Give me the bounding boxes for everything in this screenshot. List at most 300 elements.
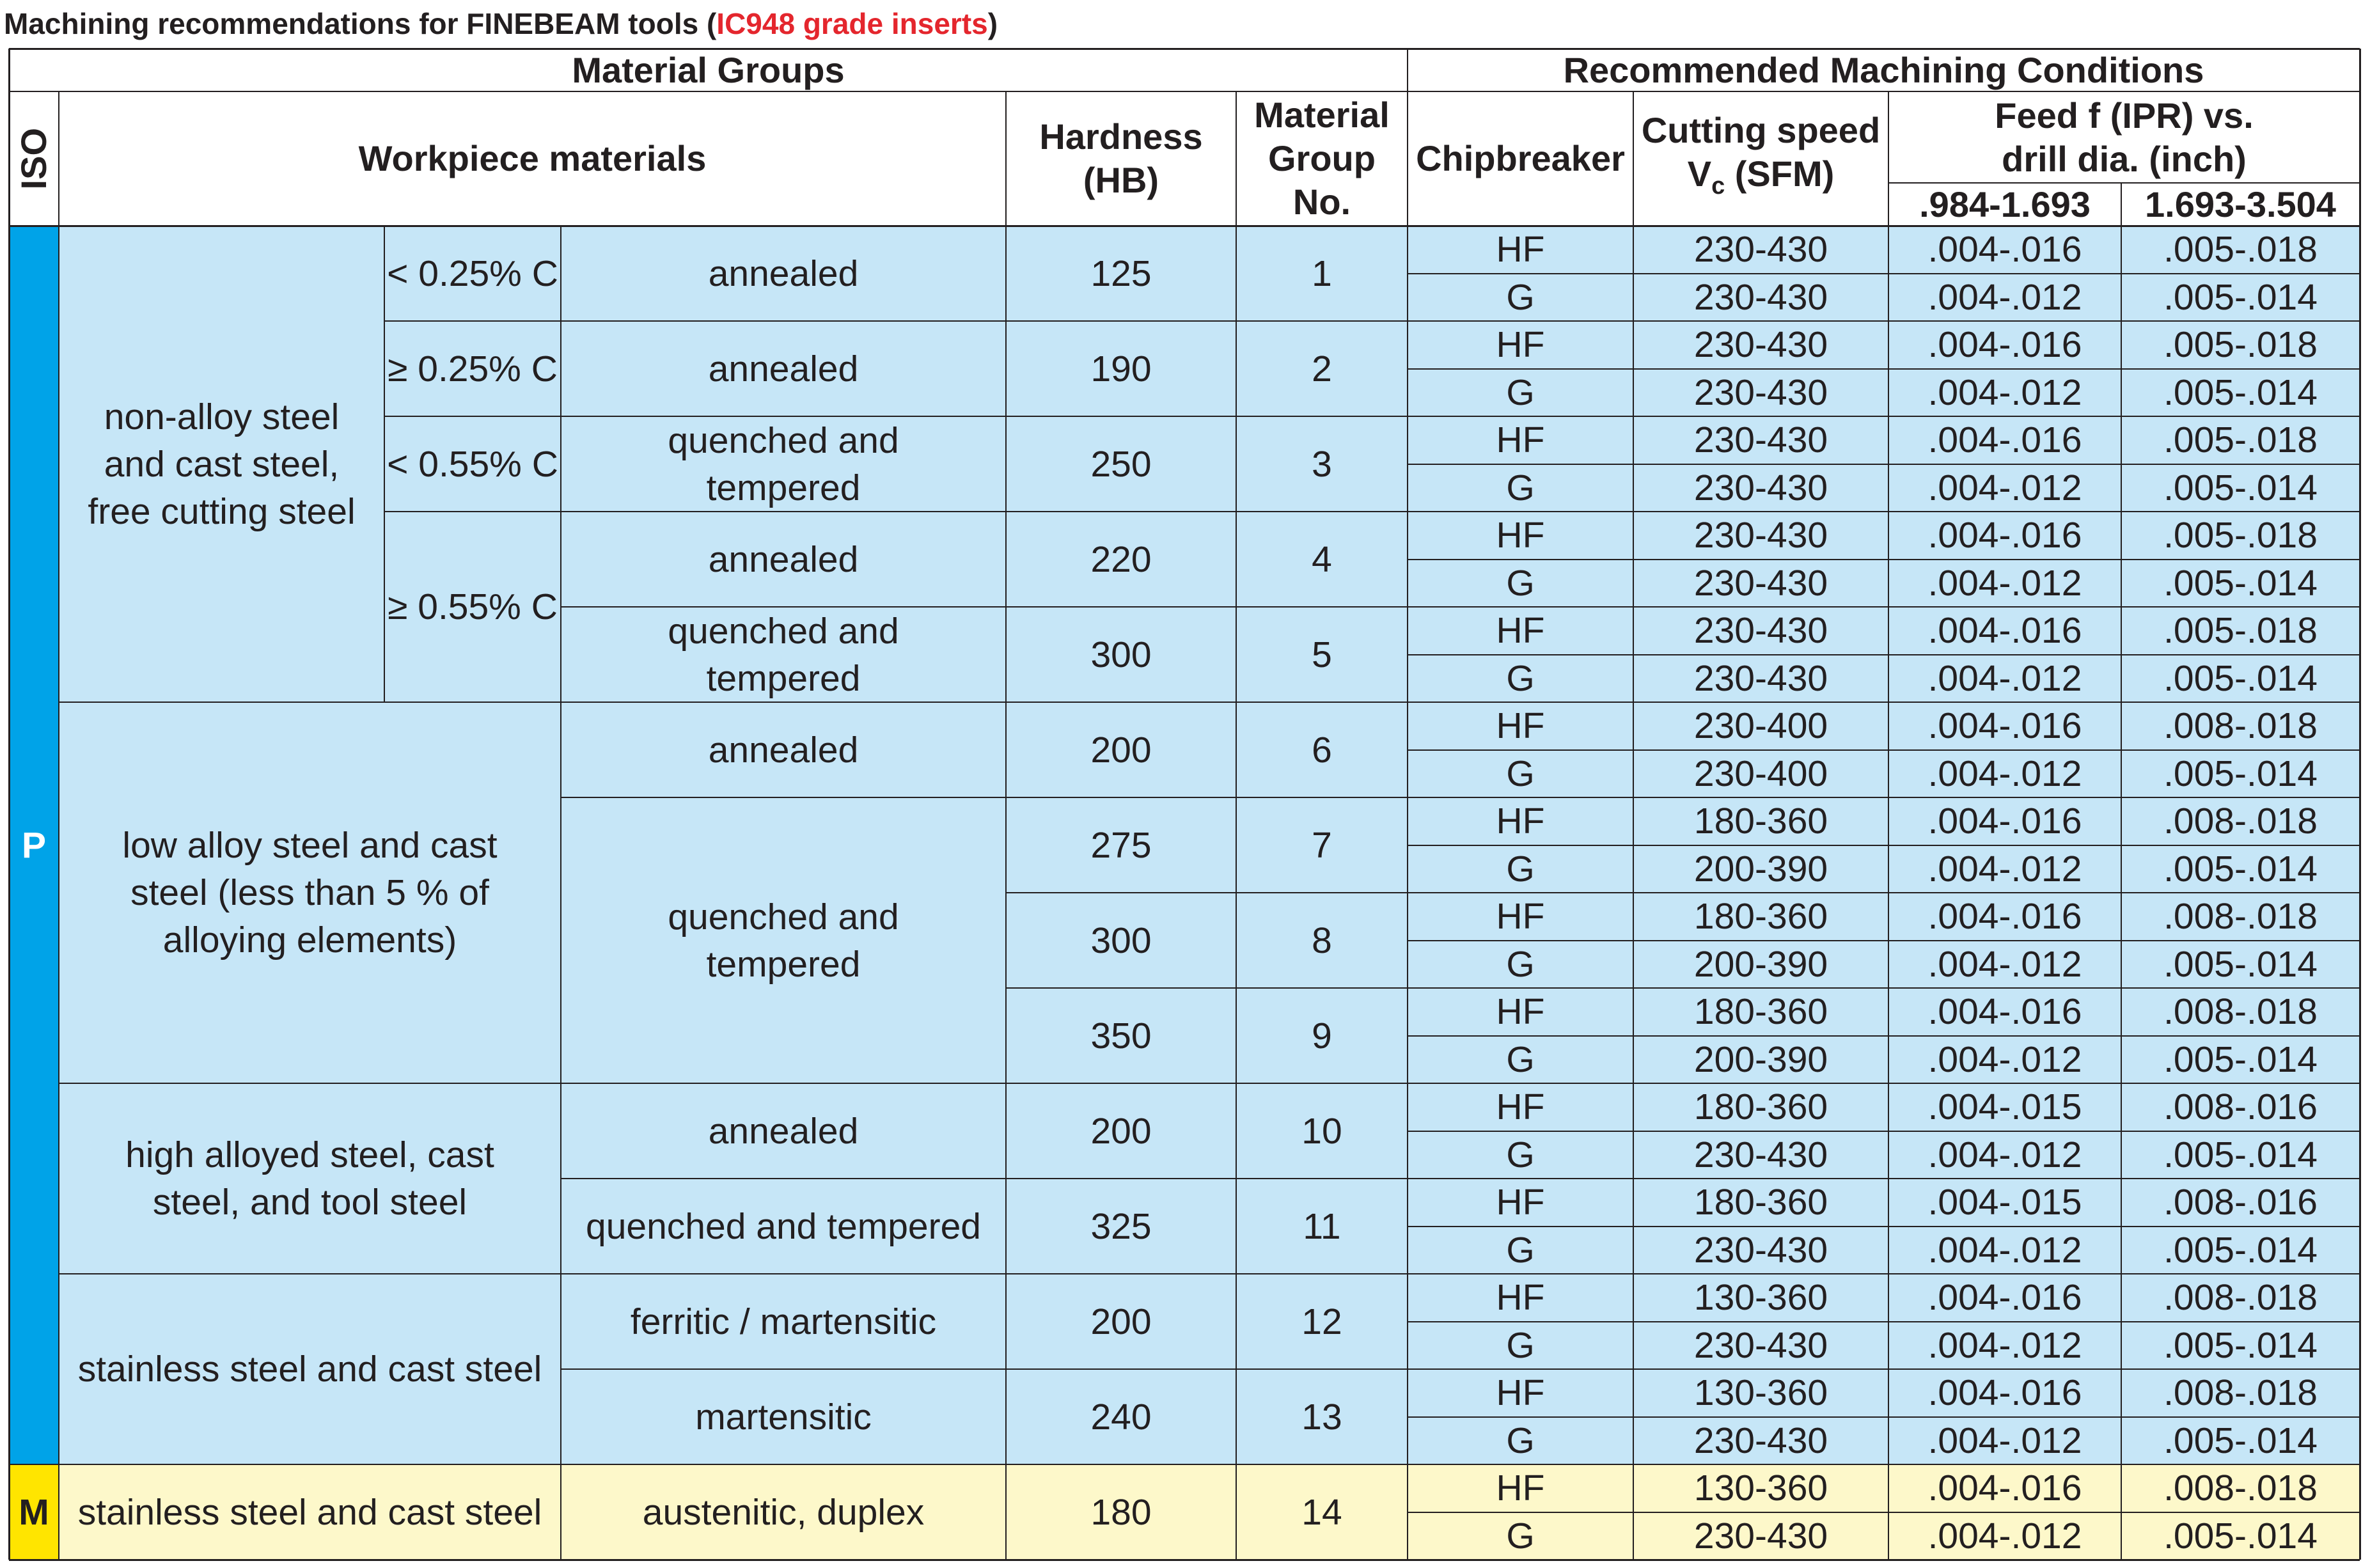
group-no-cell bbox=[1236, 702, 1408, 797]
cutting-speed-cell bbox=[1633, 941, 1888, 989]
feed-small-cell bbox=[1888, 1274, 2121, 1322]
feed-small-cell bbox=[1888, 416, 2121, 464]
group-no-cell bbox=[1236, 1369, 1408, 1464]
feed-small-cell bbox=[1888, 321, 2121, 369]
carbon-lt-025 bbox=[384, 226, 561, 321]
grid-line bbox=[1408, 273, 2360, 274]
cutting-speed-cell-text: 130-360 bbox=[1693, 1372, 1828, 1414]
feed-small-cell-text: .004-.012 bbox=[1927, 372, 2082, 413]
chipbreaker-cell-text: G bbox=[1506, 1134, 1535, 1175]
grid-line bbox=[1408, 511, 2360, 512]
header-feed-text: Feed f (IPR) vs. drill dia. (inch) bbox=[1995, 95, 2254, 179]
hardness-cell-text: 325 bbox=[1090, 1205, 1152, 1247]
header-machining-conditions bbox=[1408, 49, 2360, 91]
grid-line bbox=[59, 1464, 561, 1465]
hardness-cell-text: 220 bbox=[1090, 538, 1152, 580]
cutting-speed-cell bbox=[1633, 1512, 1888, 1560]
feed-large-cell-text: .008-.018 bbox=[2163, 991, 2318, 1033]
feed-small-cell-text: .004-.016 bbox=[1927, 1277, 2082, 1319]
cutting-speed-cell-text: 230-430 bbox=[1693, 372, 1828, 413]
feed-small-cell-text: .004-.016 bbox=[1927, 419, 2082, 461]
feed-large-cell bbox=[2121, 1512, 2360, 1560]
grid-line bbox=[384, 226, 385, 702]
grid-line bbox=[561, 511, 1006, 512]
cutting-speed-cell bbox=[1633, 1417, 1888, 1465]
grid-line bbox=[384, 320, 561, 322]
group-no-cell-text: 11 bbox=[1303, 1205, 1341, 1247]
feed-small-cell-text: .004-.012 bbox=[1927, 276, 2082, 318]
grid-line bbox=[561, 1083, 1006, 1084]
condition-cell bbox=[561, 321, 1006, 416]
chipbreaker-cell-text: HF bbox=[1496, 1086, 1545, 1128]
chipbreaker-cell-text: G bbox=[1506, 943, 1535, 985]
cutting-speed-cell-text: 180-360 bbox=[1693, 1086, 1828, 1128]
feed-large-cell bbox=[2121, 941, 2360, 989]
condition-cell-text: austenitic, duplex bbox=[642, 1491, 925, 1533]
chipbreaker-cell-text: HF bbox=[1496, 1372, 1545, 1414]
cutting-speed-cell bbox=[1633, 1274, 1888, 1322]
feed-small-cell bbox=[1888, 1417, 2121, 1465]
condition-cell-text: ferritic / martensitic bbox=[630, 1301, 937, 1342]
feed-small-cell bbox=[1888, 1227, 2121, 1274]
chipbreaker-cell bbox=[1408, 1464, 1633, 1512]
cutting-speed-cell bbox=[1633, 1369, 1888, 1417]
hardness-cell-text: 190 bbox=[1090, 348, 1152, 389]
cutting-speed-cell-text: 230-430 bbox=[1693, 276, 1828, 318]
grid-line bbox=[1408, 987, 2360, 989]
feed-large-cell bbox=[2121, 845, 2360, 893]
cutting-speed-cell bbox=[1633, 655, 1888, 703]
hardness-cell-text: 200 bbox=[1090, 1301, 1152, 1342]
material-non-alloy bbox=[59, 226, 384, 702]
grid-line bbox=[1006, 1368, 1408, 1370]
feed-large-cell bbox=[2121, 512, 2360, 560]
grid-line bbox=[1408, 1178, 2360, 1179]
header-dia-small bbox=[1888, 183, 2121, 226]
group-no-cell bbox=[1236, 893, 1408, 988]
grid-line bbox=[1408, 1035, 2360, 1037]
feed-large-cell-text: .005-.014 bbox=[2163, 1420, 2318, 1461]
feed-large-cell-text: .005-.014 bbox=[2163, 1515, 2318, 1556]
cutting-speed-cell-text: 230-430 bbox=[1693, 1324, 1828, 1366]
feed-small-cell bbox=[1888, 512, 2121, 560]
chipbreaker-cell bbox=[1408, 512, 1633, 560]
hardness-cell bbox=[1006, 226, 1236, 321]
group-no-cell bbox=[1236, 607, 1408, 702]
feed-large-cell-text: .008-.018 bbox=[2163, 705, 2318, 747]
condition-cell-text: quenched and tempered bbox=[668, 896, 899, 985]
grid-line bbox=[1408, 797, 2360, 798]
cutting-speed-cell-text: 130-360 bbox=[1693, 1277, 1828, 1319]
grid-line bbox=[9, 1559, 2360, 1561]
group-no-cell bbox=[1236, 512, 1408, 607]
title-prefix: Machining recommendations for FINEBEAM tools ( bbox=[4, 7, 717, 40]
grid-line bbox=[561, 320, 1006, 322]
grid-line bbox=[1408, 464, 2360, 465]
header-dia-large-text: 1.693-3.504 bbox=[2145, 184, 2336, 224]
group-no-cell bbox=[1236, 226, 1408, 321]
cutting-speed-cell bbox=[1633, 988, 1888, 1036]
grid-line bbox=[1006, 1178, 1408, 1179]
chipbreaker-cell bbox=[1408, 274, 1633, 322]
feed-large-cell-text: .008-.018 bbox=[2163, 1468, 2318, 1509]
group-no-cell-text: 2 bbox=[1312, 348, 1332, 389]
material-stainless-m bbox=[59, 1464, 561, 1560]
cutting-speed-cell-text: 230-430 bbox=[1693, 1134, 1828, 1175]
grid-line bbox=[1006, 320, 1408, 322]
chipbreaker-cell-text: G bbox=[1506, 753, 1535, 794]
cutting-speed-cell-text: 230-430 bbox=[1693, 324, 1828, 366]
grid-line bbox=[1006, 797, 1408, 798]
chipbreaker-cell-text: HF bbox=[1496, 610, 1545, 652]
grid-line bbox=[1006, 1083, 1408, 1084]
chipbreaker-cell bbox=[1408, 464, 1633, 512]
chipbreaker-cell-text: HF bbox=[1496, 1182, 1545, 1223]
condition-cell bbox=[561, 1179, 1006, 1274]
cutting-speed-cell bbox=[1633, 1131, 1888, 1179]
group-no-cell bbox=[1236, 1274, 1408, 1369]
hardness-cell bbox=[1006, 512, 1236, 607]
feed-large-cell-text: .005-.014 bbox=[2163, 753, 2318, 794]
chipbreaker-cell bbox=[1408, 750, 1633, 798]
feed-large-cell bbox=[2121, 416, 2360, 464]
feed-small-cell bbox=[1888, 560, 2121, 608]
hardness-cell bbox=[1006, 1369, 1236, 1464]
cutting-speed-cell-text: 200-390 bbox=[1693, 848, 1828, 890]
carbon-lt-055-text: < 0.55% C bbox=[387, 443, 558, 485]
grid-line bbox=[1236, 91, 1237, 1560]
feed-large-cell bbox=[2121, 560, 2360, 608]
feed-small-cell-text: .004-.012 bbox=[1927, 848, 2082, 890]
chipbreaker-cell-text: HF bbox=[1496, 419, 1545, 461]
group-no-cell-text: 13 bbox=[1301, 1396, 1342, 1438]
chipbreaker-cell bbox=[1408, 321, 1633, 369]
grid-line bbox=[1408, 1131, 2360, 1132]
feed-small-cell-text: .004-.012 bbox=[1927, 1324, 2082, 1366]
grid-line bbox=[1006, 511, 1408, 512]
condition-cell-text: annealed bbox=[708, 729, 859, 771]
header-material-group-no-text: Material Group No. bbox=[1254, 95, 1390, 222]
material-stainless-m-text: stainless steel and cast steel bbox=[77, 1491, 542, 1533]
group-no-cell-text: 1 bbox=[1312, 253, 1332, 294]
feed-small-cell-text: .004-.016 bbox=[1927, 324, 2082, 366]
feed-large-cell bbox=[2121, 321, 2360, 369]
title-grade-highlight: IC948 grade inserts bbox=[716, 7, 988, 40]
grid-line bbox=[561, 1273, 1006, 1274]
material-low-alloy-text: low alloy steel and cast steel (less than 5 % of alloying elements) bbox=[122, 825, 498, 960]
feed-large-cell-text: .005-.018 bbox=[2163, 419, 2318, 461]
cutting-speed-cell bbox=[1633, 1227, 1888, 1274]
grid-line bbox=[1408, 892, 2360, 893]
hardness-cell bbox=[1006, 321, 1236, 416]
hardness-cell bbox=[1006, 797, 1236, 893]
iso-group-p bbox=[9, 226, 59, 1464]
condition-cell bbox=[561, 1274, 1006, 1369]
header-machining-conditions-text: Recommended Machining Conditions bbox=[1563, 49, 2204, 90]
hardness-cell bbox=[1006, 893, 1236, 988]
feed-small-cell-text: .004-.012 bbox=[1927, 467, 2082, 508]
feed-small-cell-text: .004-.016 bbox=[1927, 991, 2082, 1033]
grid-line bbox=[1888, 182, 2360, 184]
carbon-ge-055-text: ≥ 0.55% C bbox=[388, 586, 558, 627]
feed-large-cell bbox=[2121, 464, 2360, 512]
feed-small-cell bbox=[1888, 226, 2121, 274]
material-stainless-p-text: stainless steel and cast steel bbox=[77, 1349, 542, 1390]
feed-small-cell bbox=[1888, 845, 2121, 893]
feed-large-cell bbox=[2121, 1464, 2360, 1512]
group-no-cell-text: 5 bbox=[1312, 634, 1332, 675]
header-dia-large bbox=[2121, 183, 2360, 226]
material-high-alloy bbox=[59, 1083, 561, 1274]
feed-small-cell-text: .004-.016 bbox=[1927, 1372, 2082, 1414]
condition-cell bbox=[561, 1464, 1006, 1560]
chipbreaker-cell-text: G bbox=[1506, 1515, 1535, 1556]
hardness-cell-text: 250 bbox=[1090, 443, 1152, 485]
grid-line bbox=[1408, 749, 2360, 751]
chipbreaker-cell-text: G bbox=[1506, 848, 1535, 890]
condition-cell bbox=[561, 416, 1006, 512]
chipbreaker-cell-text: G bbox=[1506, 657, 1535, 699]
feed-large-cell-text: .008-.016 bbox=[2163, 1086, 2318, 1128]
hardness-cell-text: 300 bbox=[1090, 634, 1152, 675]
iso-group-m-text: M bbox=[19, 1491, 49, 1533]
grid-line bbox=[1408, 1321, 2360, 1322]
chipbreaker-cell-text: HF bbox=[1496, 1277, 1545, 1319]
chipbreaker-cell-text: HF bbox=[1496, 705, 1545, 747]
material-low-alloy bbox=[59, 702, 561, 1083]
grid-line bbox=[1408, 1416, 2360, 1418]
group-no-cell bbox=[1236, 1083, 1408, 1179]
grid-line bbox=[1408, 1464, 2360, 1465]
feed-large-cell bbox=[2121, 226, 2360, 274]
feed-large-cell bbox=[2121, 1369, 2360, 1417]
feed-small-cell-text: .004-.012 bbox=[1927, 1229, 2082, 1271]
feed-small-cell bbox=[1888, 702, 2121, 750]
grid-line bbox=[384, 511, 561, 512]
hardness-cell bbox=[1006, 988, 1236, 1083]
header-feed bbox=[1888, 91, 2360, 183]
cutting-speed-cell bbox=[1633, 607, 1888, 655]
group-no-cell-text: 7 bbox=[1312, 824, 1332, 866]
feed-large-cell-text: .005-.018 bbox=[2163, 324, 2318, 366]
feed-small-cell bbox=[1888, 893, 2121, 941]
header-material-group-no bbox=[1236, 91, 1408, 226]
feed-small-cell-text: .004-.012 bbox=[1927, 562, 2082, 604]
feed-large-cell-text: .005-.014 bbox=[2163, 1134, 2318, 1175]
condition-cell-text: annealed bbox=[708, 253, 859, 294]
feed-large-cell-text: .005-.014 bbox=[2163, 657, 2318, 699]
cutting-speed-cell-text: 180-360 bbox=[1693, 896, 1828, 937]
feed-small-cell-text: .004-.012 bbox=[1927, 1515, 2082, 1556]
chipbreaker-cell bbox=[1408, 416, 1633, 464]
cutting-speed-cell bbox=[1633, 750, 1888, 798]
cutting-speed-cell-text: 230-430 bbox=[1693, 1420, 1828, 1461]
carbon-ge-025-text: ≥ 0.25% C bbox=[388, 348, 558, 389]
iso-group-m bbox=[9, 1464, 59, 1560]
group-no-cell bbox=[1236, 1464, 1408, 1560]
group-no-cell-text: 10 bbox=[1301, 1110, 1342, 1152]
feed-large-cell bbox=[2121, 1131, 2360, 1179]
cutting-speed-cell bbox=[1633, 464, 1888, 512]
chipbreaker-cell-text: G bbox=[1506, 1324, 1535, 1366]
grid-line bbox=[1408, 1226, 2360, 1227]
chipbreaker-cell bbox=[1408, 1512, 1633, 1560]
hardness-cell bbox=[1006, 1274, 1236, 1369]
hardness-cell-text: 275 bbox=[1090, 824, 1152, 866]
feed-small-cell-text: .004-.015 bbox=[1927, 1086, 2082, 1128]
header-iso-text: ISO bbox=[13, 127, 54, 190]
grid-line bbox=[384, 416, 561, 417]
cutting-speed-cell-text: 230-400 bbox=[1693, 753, 1828, 794]
grid-line bbox=[1408, 320, 2360, 322]
chipbreaker-cell-text: HF bbox=[1496, 1468, 1545, 1509]
group-no-cell-text: 4 bbox=[1312, 538, 1332, 580]
group-no-cell-text: 6 bbox=[1312, 729, 1332, 771]
feed-large-cell-text: .005-.014 bbox=[2163, 276, 2318, 318]
header-cutting-speed-text: Cutting speed $V_c$ (SFM) bbox=[1641, 110, 1881, 200]
feed-large-cell-text: .005-.018 bbox=[2163, 229, 2318, 270]
cutting-speed-cell bbox=[1633, 1322, 1888, 1370]
chipbreaker-cell-text: HF bbox=[1496, 515, 1545, 556]
feed-large-cell bbox=[2121, 1417, 2360, 1465]
cutting-speed-cell-text: 200-390 bbox=[1693, 943, 1828, 985]
cutting-speed-cell-text: 180-360 bbox=[1693, 801, 1828, 842]
grid-line bbox=[9, 48, 2360, 50]
condition-cell-text: annealed bbox=[708, 348, 859, 389]
chipbreaker-cell-text: HF bbox=[1496, 801, 1545, 842]
grid-line bbox=[2121, 183, 2122, 1560]
feed-small-cell-text: .004-.012 bbox=[1927, 1420, 2082, 1461]
feed-large-cell-text: .005-.018 bbox=[2163, 610, 2318, 652]
hardness-cell bbox=[1006, 1083, 1236, 1179]
feed-small-cell-text: .004-.016 bbox=[1927, 801, 2082, 842]
cutting-speed-cell-text: 230-430 bbox=[1693, 419, 1828, 461]
group-no-cell-text: 12 bbox=[1301, 1301, 1342, 1342]
chipbreaker-cell-text: G bbox=[1506, 562, 1535, 604]
grid-line bbox=[1408, 606, 2360, 608]
chipbreaker-cell bbox=[1408, 1036, 1633, 1084]
grid-line bbox=[1408, 368, 2360, 370]
grid-line bbox=[561, 797, 1006, 798]
cutting-speed-cell bbox=[1633, 1179, 1888, 1227]
grid-line bbox=[1408, 1273, 2360, 1274]
hardness-cell bbox=[1006, 416, 1236, 512]
grid-line bbox=[1006, 702, 1408, 703]
chipbreaker-cell bbox=[1408, 226, 1633, 274]
grid-line bbox=[1006, 892, 1408, 893]
cutting-speed-cell-text: 230-430 bbox=[1693, 1229, 1828, 1271]
grid-line bbox=[59, 1273, 561, 1274]
grid-line bbox=[9, 1464, 59, 1465]
feed-large-cell-text: .005-.018 bbox=[2163, 515, 2318, 556]
header-iso bbox=[9, 91, 59, 226]
feed-large-cell bbox=[2121, 750, 2360, 798]
feed-small-cell-text: .004-.016 bbox=[1927, 229, 2082, 270]
header-hardness bbox=[1006, 91, 1236, 226]
feed-large-cell bbox=[2121, 369, 2360, 417]
feed-large-cell bbox=[2121, 655, 2360, 703]
feed-large-cell bbox=[2121, 1036, 2360, 1084]
header-chipbreaker bbox=[1408, 91, 1633, 226]
header-material-groups bbox=[9, 49, 1408, 91]
cutting-speed-cell bbox=[1633, 845, 1888, 893]
feed-large-cell-text: .005-.014 bbox=[2163, 848, 2318, 890]
feed-large-cell-text: .008-.018 bbox=[2163, 801, 2318, 842]
cutting-speed-cell-text: 180-360 bbox=[1693, 991, 1828, 1033]
header-cutting-speed bbox=[1633, 91, 1888, 226]
condition-cell bbox=[561, 512, 1006, 607]
feed-large-cell-text: .005-.014 bbox=[2163, 562, 2318, 604]
feed-large-cell-text: .005-.014 bbox=[2163, 1039, 2318, 1080]
grid-line bbox=[1408, 845, 2360, 846]
chipbreaker-cell-text: G bbox=[1506, 467, 1535, 508]
feed-large-cell-text: .008-.018 bbox=[2163, 1277, 2318, 1319]
feed-small-cell-text: .004-.012 bbox=[1927, 1134, 2082, 1175]
feed-small-cell bbox=[1888, 1512, 2121, 1560]
grid-line bbox=[1006, 1464, 1408, 1465]
feed-small-cell-text: .004-.012 bbox=[1927, 943, 2082, 985]
group-no-cell bbox=[1236, 797, 1408, 893]
condition-cell-text: quenched and tempered bbox=[586, 1205, 981, 1247]
chipbreaker-cell bbox=[1408, 1417, 1633, 1465]
group-no-cell-text: 9 bbox=[1312, 1015, 1332, 1056]
cutting-speed-cell-text: 230-430 bbox=[1693, 467, 1828, 508]
feed-large-cell bbox=[2121, 988, 2360, 1036]
chipbreaker-cell bbox=[1408, 1179, 1633, 1227]
feed-small-cell-text: .004-.015 bbox=[1927, 1182, 2082, 1223]
iso-group-p-text: P bbox=[21, 824, 47, 866]
grid-line bbox=[1408, 702, 2360, 703]
chipbreaker-cell-text: HF bbox=[1496, 896, 1545, 937]
chipbreaker-cell-text: HF bbox=[1496, 991, 1545, 1033]
grid-line bbox=[58, 91, 59, 1560]
feed-small-cell bbox=[1888, 1369, 2121, 1417]
chipbreaker-cell-text: G bbox=[1506, 1420, 1535, 1461]
header-workpiece-materials bbox=[59, 91, 1006, 226]
feed-small-cell bbox=[1888, 797, 2121, 845]
carbon-lt-055 bbox=[384, 416, 561, 512]
chipbreaker-cell bbox=[1408, 607, 1633, 655]
chipbreaker-cell-text: G bbox=[1506, 276, 1535, 318]
feed-large-cell bbox=[2121, 1083, 2360, 1131]
chipbreaker-cell bbox=[1408, 893, 1633, 941]
feed-small-cell-text: .004-.016 bbox=[1927, 705, 2082, 747]
grid-line bbox=[1408, 1512, 2360, 1513]
chipbreaker-cell bbox=[1408, 1083, 1633, 1131]
feed-small-cell-text: .004-.012 bbox=[1927, 1039, 2082, 1080]
chipbreaker-cell bbox=[1408, 1227, 1633, 1274]
cutting-speed-cell-text: 180-360 bbox=[1693, 1182, 1828, 1223]
feed-large-cell bbox=[2121, 797, 2360, 845]
cutting-speed-cell-text: 230-430 bbox=[1693, 229, 1828, 270]
grid-line bbox=[59, 1083, 561, 1084]
feed-small-cell-text: .004-.016 bbox=[1927, 610, 2082, 652]
chipbreaker-cell bbox=[1408, 1131, 1633, 1179]
feed-small-cell bbox=[1888, 655, 2121, 703]
cutting-speed-cell bbox=[1633, 512, 1888, 560]
condition-cell bbox=[561, 702, 1006, 797]
grid-line bbox=[1408, 416, 2360, 417]
grid-line bbox=[1888, 91, 1889, 1560]
condition-cell bbox=[561, 607, 1006, 702]
cutting-speed-cell bbox=[1633, 321, 1888, 369]
feed-small-cell bbox=[1888, 941, 2121, 989]
grid-line bbox=[560, 226, 561, 1560]
hardness-cell-text: 180 bbox=[1090, 1491, 1152, 1533]
chipbreaker-cell-text: HF bbox=[1496, 229, 1545, 270]
grid-line bbox=[561, 1368, 1006, 1370]
feed-large-cell bbox=[2121, 1274, 2360, 1322]
